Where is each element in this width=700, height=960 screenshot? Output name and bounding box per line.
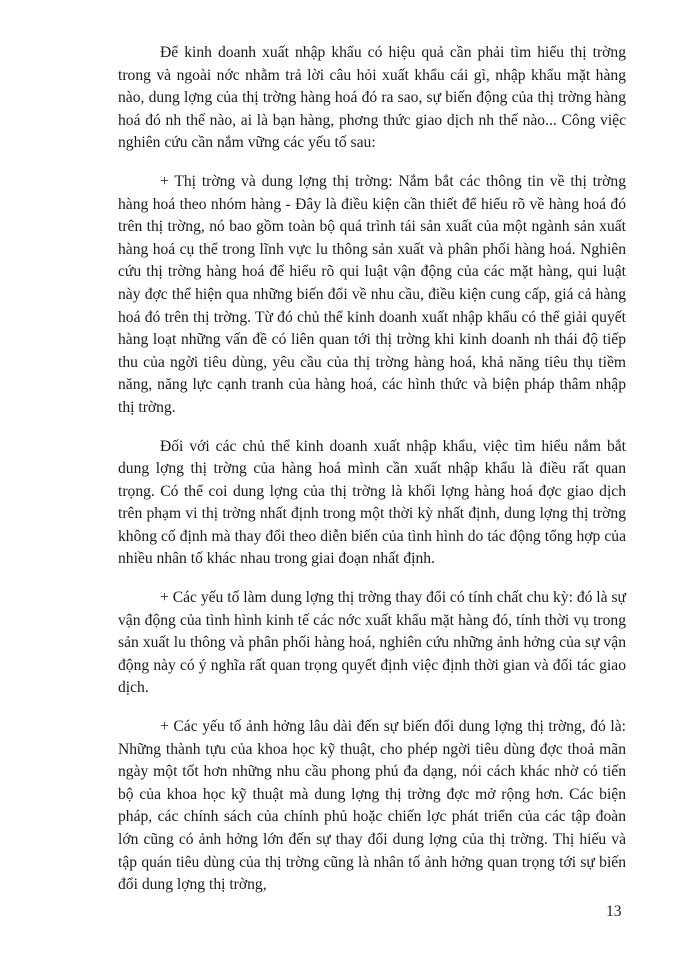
paragraph-market-capacity-importance: Đối với các chủ thể kinh doanh xuất nhập khẩu, việc tìm hiểu nắm bắt dung lợng thị trờng của hàng hoá mình cần xuất nhập khẩu là điều rất quan trọng. Có thể coi dung lợng của thị trờng là khối lợng hàng hoá đợc giao dịch trên phạm vi thị trờng nhất định trong một thời kỳ nhất định, dung lợng thị trờng không cố định mà thay đổi theo diễn biến của tình hình do tác động tổng hợp của nhiều nhân tố khác nhau trong giai đoạn nhất định. — [118, 437, 626, 568]
page-number: 13 — [606, 903, 622, 920]
document-body — [118, 42, 626, 913]
paragraph-market-and-capacity: + Thị trờng và dung lợng thị trờng: Nắm bắt các thông tin về thị trờng hàng hoá theo nhóm hàng - Đây là điều kiện cần thiết để hiểu rõ về hàng hoá đó trên thị trờng, nó bao gồm toàn bộ quá trình tái sản xuất của một ngành sản xuất hàng hoá cụ thể trong lĩnh vực lu thông sản xuất và phân phối hàng hoá. Nghiên cứu thị trờng hàng hoá để hiểu rõ qui luật vận động của các mặt hàng, qui luật này đợc thể hiện qua những biến đổi về nhu cầu, điều kiện cung cấp, giá cả hàng hoá đó trên thị trờng. Từ đó chủ thể kinh doanh xuất nhập khẩu có thể giải quyết hàng loạt những vấn đề có liên quan tới thị trờng khi kinh doanh nh thái độ tiếp thu của ngời tiêu dùng, yêu cầu của thị trờng hàng hoá, khả năng tiêu thụ tiềm năng, năng lực cạnh tranh của hàng hoá, các hình thức và biện pháp thâm nhập thị trờng. — [118, 172, 626, 416]
paragraph-cyclical-factors: + Các yếu tố làm dung lợng thị trờng thay đổi có tính chất chu kỳ: đó là sự vận động của tình hình kinh tế các nớc xuất khẩu mặt hàng đó, tính thời vụ trong sản xuất lu thông và phân phối hàng hoá, nghiên cứu những ảnh hởng của sự vận động này có ý nghĩa rất quan trọng quyết định việc định thời gian và đối tác giao dịch. — [118, 589, 626, 697]
paragraph-long-term-factors: + Các yếu tố ảnh hởng lâu dài đến sự biến đổi dung lợng thị trờng, đó là: Những thành tựu của khoa học kỹ thuật, cho phép ngời tiêu dùng đợc thoả mãn ngày một tốt hơn những nhu cầu phong phú đa dạng, nói cách khác nhờ có tiến bộ của khoa học kỹ thuật mà dung lợng thị trờng đợc mở rộng hơn. Các biện pháp, các chính sách của chính phủ hoặc chiến lợc phát triển của các tập đoàn lớn cũng có ảnh hởng lớn đến sự thay đổi dung lợng của thị trờng. Thị hiếu và tập quán tiêu dùng của thị trờng cũng là nhân tố ảnh hởng quan trọng tới sự biến đổi dung lợng thị trờng, — [118, 718, 626, 894]
paragraph-market-research-intro: Để kinh doanh xuất nhập khẩu có hiệu quả cần phải tìm hiểu thị trờng trong và ngoài nớc nhằm trả lời câu hỏi xuất khẩu cái gì, nhập khẩu mặt hàng nào, dung lợng của thị trờng hàng hoá đó ra sao, sự biến động của thị trờng hàng hoá đó nh thế nào, ai là bạn hàng, phơng thức giao dịch nh thế nào... Công việc nghiên cứu cần nắm vững các yếu tố sau: — [118, 44, 626, 152]
